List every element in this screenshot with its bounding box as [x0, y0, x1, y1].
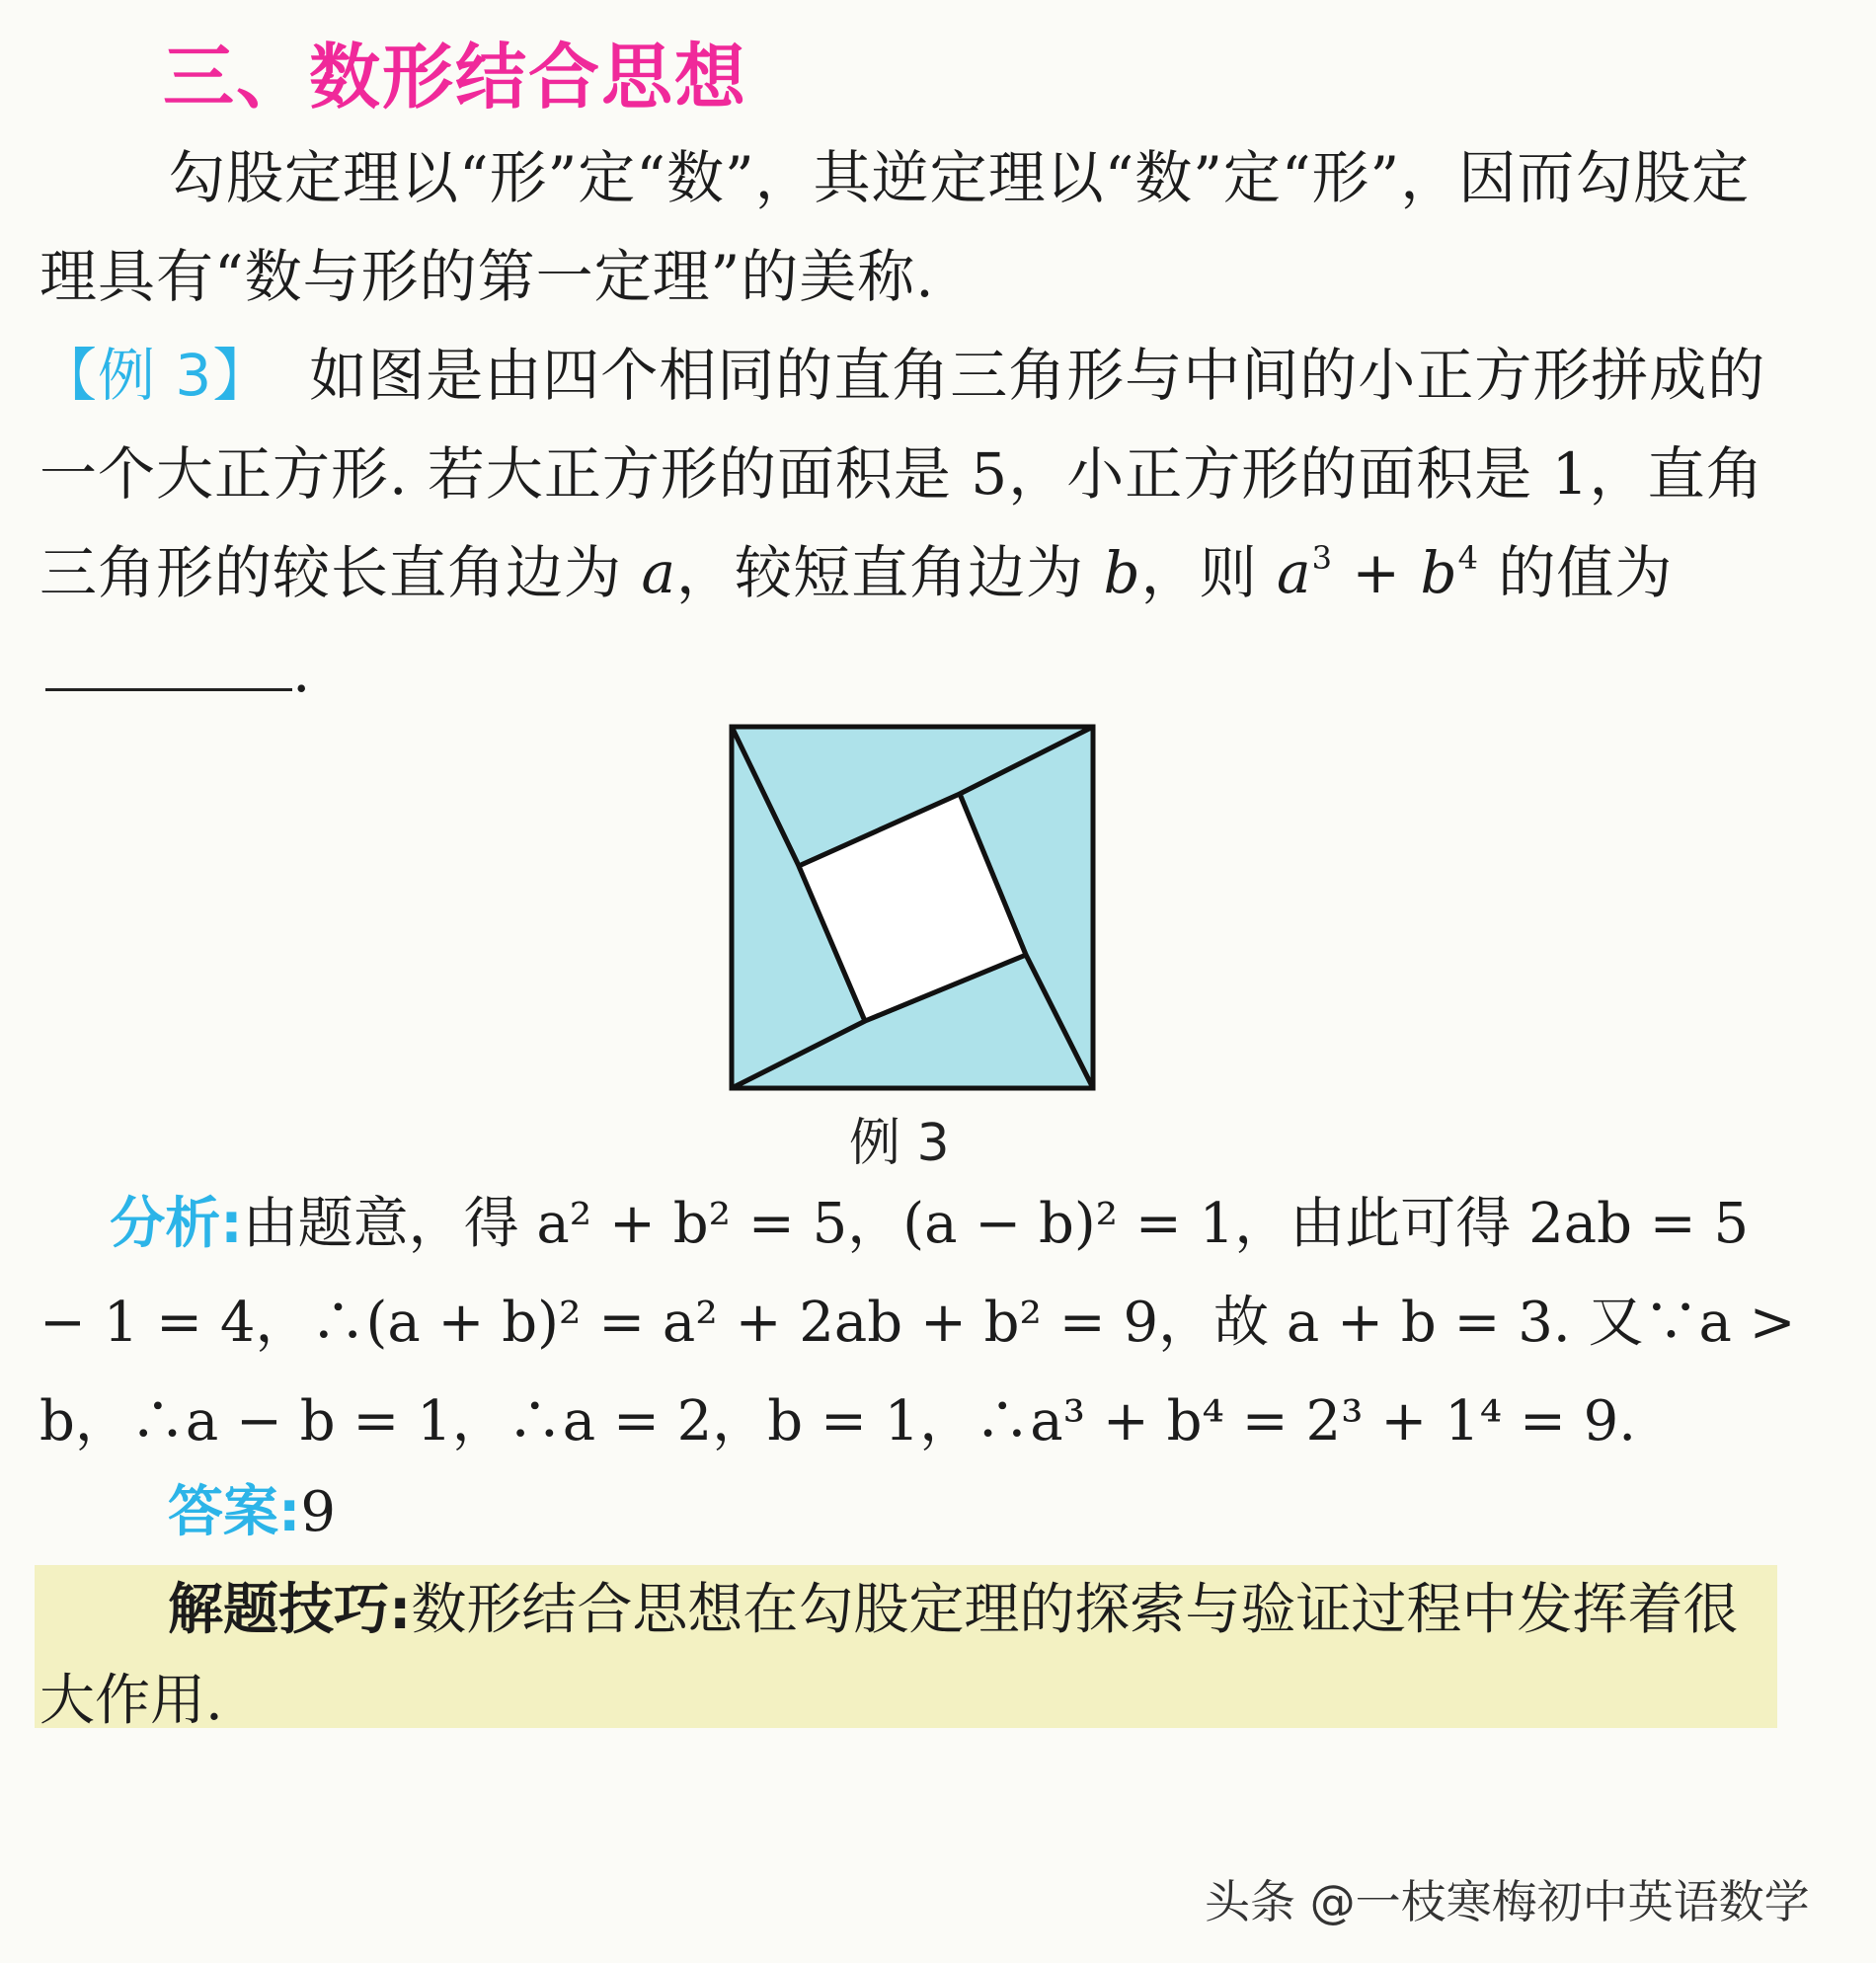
analysis-text: 由题意，得 a² + b² = 5，(a − b)² = 1，由此可得 2ab = 5 − 1 = 4，∴(a + b)² = a² + 2ab + b² = 9，故 a + b = 3. 又∵a > b，∴a − b = 1，∴a = 2，b = 1，∴a³ + b⁴ = 2³ + 1⁴ = 9.: [39, 1192, 1796, 1453]
example-text-mid2: ，则: [1140, 539, 1278, 606]
answer-blank: [45, 631, 292, 691]
tip-paragraph: [39, 1565, 1787, 1747]
example-text: 如图是由四个相同的直角三角形与中间的小正方形拼成的一个大正方形. 若大正方形的面积是 5，小正方形的面积是 1，直角三角形的较长直角边为: [39, 342, 1766, 606]
exponent-3: 3: [1311, 539, 1333, 577]
analysis-label: 分析:: [110, 1192, 243, 1256]
analysis-paragraph: [39, 1175, 1797, 1471]
section-heading: 三、数形结合思想: [163, 36, 748, 118]
tip-text: 数形结合思想在勾股定理的探索与验证过程中发挥着很大作用.: [39, 1578, 1739, 1733]
example-paragraph: [39, 326, 1787, 721]
var-a: a: [641, 539, 677, 606]
intro-paragraph: 勾股定理以“形”定“数”，其逆定理以“数”定“形”，因而勾股定理具有“数与形的第一定理”的美称.: [39, 144, 1751, 310]
exponent-4: 4: [1457, 539, 1479, 577]
example-tail: 的值为: [1478, 539, 1674, 606]
tip-label: 解题技巧:: [168, 1578, 412, 1642]
figure-caption: 例 3: [849, 1114, 950, 1173]
example-tag: 【例 3】: [39, 342, 272, 409]
var-b: b: [1103, 539, 1141, 606]
expr-b: b: [1420, 539, 1458, 606]
answer-label: 答案:: [168, 1480, 301, 1544]
example-end: .: [292, 638, 312, 705]
answer-value: 9: [300, 1480, 337, 1544]
answer-line: [168, 1468, 336, 1547]
example-text-mid1: ，较短直角边为: [676, 539, 1104, 606]
pinwheel-square-figure: [729, 724, 1096, 1091]
plus-sign: +: [1333, 539, 1421, 606]
watermark: 头条 @一枝寒梅初中英语数学: [1205, 1875, 1810, 1928]
expr-a: a: [1277, 539, 1312, 606]
